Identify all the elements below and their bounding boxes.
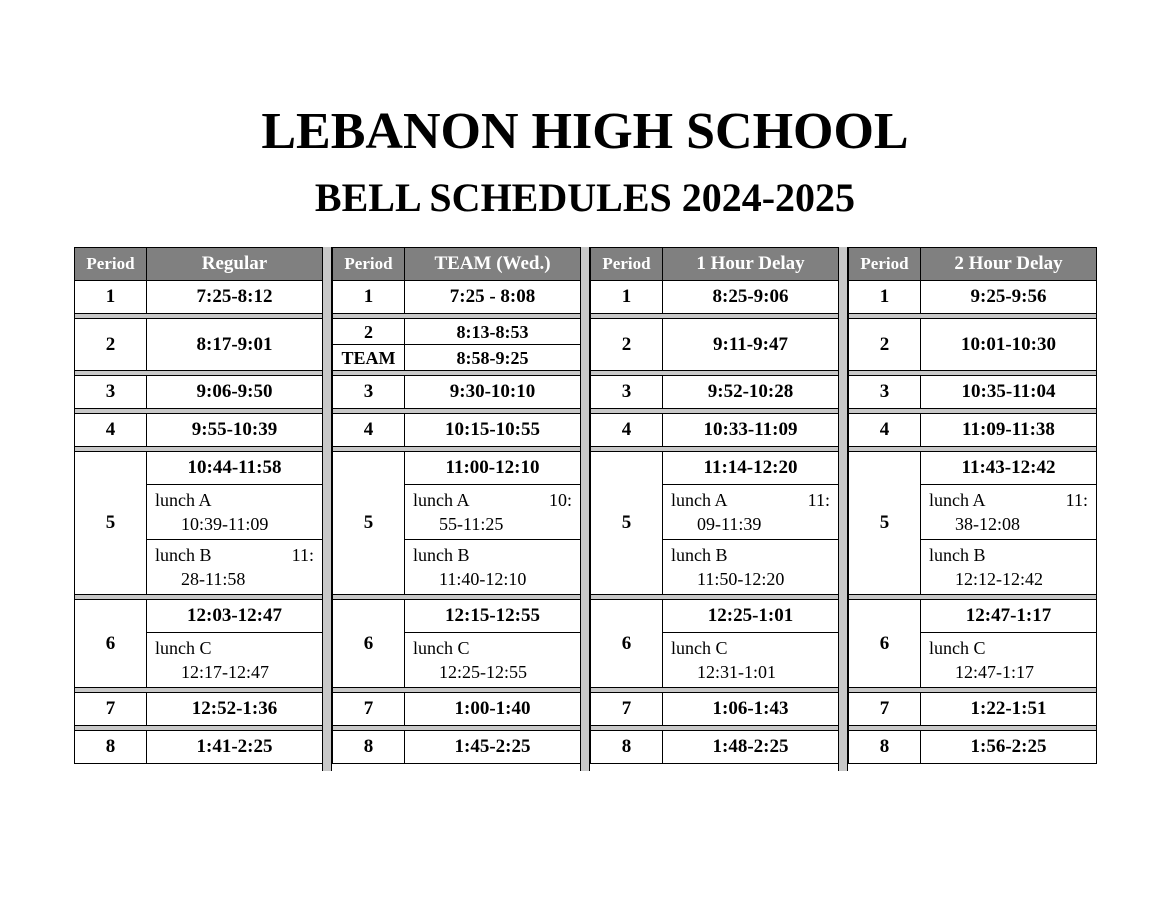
table-separator — [322, 247, 332, 771]
schedule-title: 1 Hour Delay — [663, 248, 839, 281]
period-7-number: 7 — [591, 693, 663, 726]
schedule-table — [590, 247, 839, 764]
period-4-time: 10:33-11:09 — [663, 414, 839, 447]
lunch-a-time-start: 10: — [548, 490, 572, 510]
period-8-time: 1:56-2:25 — [921, 731, 1097, 764]
period-3-time: 9:30-10:10 — [405, 376, 581, 409]
lunch-a — [147, 485, 323, 540]
lunch-a-label: lunch A — [671, 490, 728, 510]
period-2-time: 8:17-9:01 — [147, 319, 323, 371]
lunch-b-label: lunch B — [671, 545, 728, 565]
period-2-number: 2 — [75, 319, 147, 371]
lunch-a — [663, 485, 839, 540]
lunch-c-time: 12:17-12:47 — [181, 662, 269, 682]
period-3-time: 9:52-10:28 — [663, 376, 839, 409]
period-2-number: 2 — [591, 319, 663, 371]
table-separator — [838, 247, 848, 771]
period-7-time: 12:52-1:36 — [147, 693, 323, 726]
period-8-number: 8 — [75, 731, 147, 764]
period-8-time: 1:45-2:25 — [405, 731, 581, 764]
lunch-b — [663, 540, 839, 595]
period-column-header: Period — [849, 248, 921, 281]
lunch-a — [921, 485, 1097, 540]
period-5-number: 5 — [591, 452, 663, 595]
lunch-c-time: 12:25-12:55 — [439, 662, 527, 682]
period-1-number: 1 — [333, 281, 405, 314]
period-7-number: 7 — [75, 693, 147, 726]
period-1-number: 1 — [849, 281, 921, 314]
period-1-time: 7:25 - 8:08 — [405, 281, 581, 314]
lunch-a-label: lunch A — [155, 490, 212, 510]
period-2-time: 9:11-9:47 — [663, 319, 839, 371]
schedule-title: TEAM (Wed.) — [405, 248, 581, 281]
period-2-number: 2 — [849, 319, 921, 371]
lunch-b-time: 11:40-12:10 — [439, 569, 527, 589]
lunch-c-label: lunch C — [413, 638, 470, 658]
period-2-number: 2 — [333, 319, 405, 345]
lunch-a-time: 10:39-11:09 — [181, 514, 269, 534]
lunch-c — [663, 633, 839, 688]
lunch-c-label: lunch C — [155, 638, 212, 658]
lunch-a-time: 55-11:25 — [439, 514, 504, 534]
period-1-number: 1 — [75, 281, 147, 314]
period-1-time: 7:25-8:12 — [147, 281, 323, 314]
page-title: LEBANON HIGH SCHOOL — [261, 103, 909, 160]
period-3-number: 3 — [333, 376, 405, 409]
period-6-number: 6 — [591, 600, 663, 688]
period-4-time: 10:15-10:55 — [405, 414, 581, 447]
lunch-c-time: 12:47-1:17 — [955, 662, 1034, 682]
period-1-number: 1 — [591, 281, 663, 314]
period-7-number: 7 — [849, 693, 921, 726]
period-4-time: 9:55-10:39 — [147, 414, 323, 447]
schedule-title: 2 Hour Delay — [921, 248, 1097, 281]
period-column-header: Period — [75, 248, 147, 281]
lunch-a-label: lunch A — [929, 490, 986, 510]
lunch-b-time-start: 11: — [291, 545, 314, 565]
period-3-number: 3 — [75, 376, 147, 409]
period-3-number: 3 — [591, 376, 663, 409]
lunch-b-label: lunch B — [155, 545, 212, 565]
table-separator — [580, 247, 590, 771]
period-5-time: 11:43-12:42 — [921, 452, 1097, 485]
lunch-c — [405, 633, 581, 688]
lunch-b — [405, 540, 581, 595]
lunch-c-label: lunch C — [929, 638, 986, 658]
period-1-time: 8:25-9:06 — [663, 281, 839, 314]
period-4-time: 11:09-11:38 — [921, 414, 1097, 447]
period-1-time: 9:25-9:56 — [921, 281, 1097, 314]
period-5-number: 5 — [333, 452, 405, 595]
period-5-time: 11:00-12:10 — [405, 452, 581, 485]
period-column-header: Period — [333, 248, 405, 281]
lunch-c — [921, 633, 1097, 688]
period-7-time: 1:06-1:43 — [663, 693, 839, 726]
period-3-time: 9:06-9:50 — [147, 376, 323, 409]
lunch-a-label: lunch A — [413, 490, 470, 510]
schedule-table — [848, 247, 1097, 764]
lunch-a-time-start: 11: — [807, 490, 830, 510]
lunch-c-label: lunch C — [671, 638, 728, 658]
period-7-time: 1:00-1:40 — [405, 693, 581, 726]
period-6-time: 12:25-1:01 — [663, 600, 839, 633]
period-5-time: 11:14-12:20 — [663, 452, 839, 485]
period-column-header: Period — [591, 248, 663, 281]
team-label: TEAM — [333, 345, 405, 371]
period-4-number: 4 — [591, 414, 663, 447]
lunch-a-time: 09-11:39 — [697, 514, 762, 534]
period-5-number: 5 — [849, 452, 921, 595]
lunch-a — [405, 485, 581, 540]
period-5-time: 10:44-11:58 — [147, 452, 323, 485]
lunch-a-time-start: 11: — [1065, 490, 1088, 510]
lunch-b — [921, 540, 1097, 595]
period-7-number: 7 — [333, 693, 405, 726]
schedule-title: Regular — [147, 248, 323, 281]
team-time: 8:58-9:25 — [405, 345, 581, 371]
period-8-number: 8 — [591, 731, 663, 764]
lunch-c — [147, 633, 323, 688]
period-6-time: 12:15-12:55 — [405, 600, 581, 633]
period-3-number: 3 — [849, 376, 921, 409]
schedule-table — [74, 247, 323, 764]
period-4-number: 4 — [333, 414, 405, 447]
period-6-number: 6 — [849, 600, 921, 688]
period-3-time: 10:35-11:04 — [921, 376, 1097, 409]
page-subtitle: BELL SCHEDULES 2024-2025 — [314, 175, 856, 220]
lunch-b-time: 11:50-12:20 — [697, 569, 785, 589]
period-2-time: 8:13-8:53 — [405, 319, 581, 345]
period-8-time: 1:41-2:25 — [147, 731, 323, 764]
period-4-number: 4 — [849, 414, 921, 447]
period-7-time: 1:22-1:51 — [921, 693, 1097, 726]
lunch-b-time: 28-11:58 — [181, 569, 246, 589]
period-8-number: 8 — [333, 731, 405, 764]
lunch-a-time: 38-12:08 — [955, 514, 1020, 534]
period-5-number: 5 — [75, 452, 147, 595]
lunch-c-time: 12:31-1:01 — [697, 662, 776, 682]
period-6-number: 6 — [75, 600, 147, 688]
period-4-number: 4 — [75, 414, 147, 447]
lunch-b-time: 12:12-12:42 — [955, 569, 1043, 589]
schedule-table — [332, 247, 581, 764]
lunch-b-label: lunch B — [413, 545, 470, 565]
lunch-b-label: lunch B — [929, 545, 986, 565]
period-2-time: 10:01-10:30 — [921, 319, 1097, 371]
period-8-number: 8 — [849, 731, 921, 764]
period-6-number: 6 — [333, 600, 405, 688]
lunch-b — [147, 540, 323, 595]
period-8-time: 1:48-2:25 — [663, 731, 839, 764]
period-6-time: 12:47-1:17 — [921, 600, 1097, 633]
period-6-time: 12:03-12:47 — [147, 600, 323, 633]
